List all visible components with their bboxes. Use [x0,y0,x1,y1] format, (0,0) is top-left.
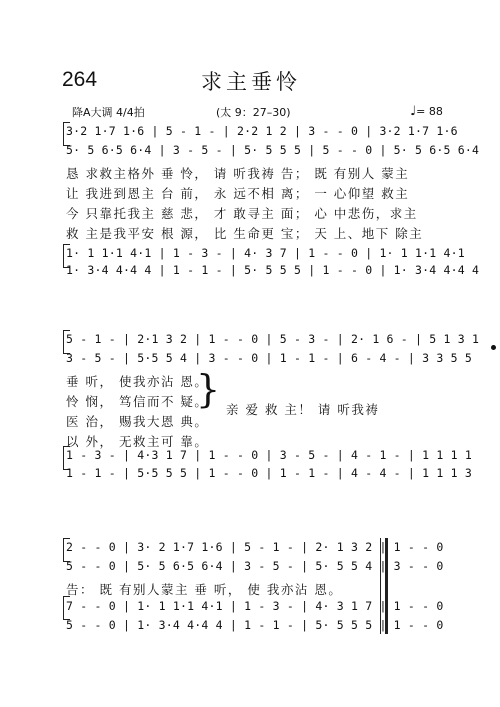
alto-line: 5 - - 0 | 5· 5 6·5 6·4 | 3 - 5 - | 5· 5 5 4 | 3 - - 0 [66,559,444,573]
bass-line: 5 - - 0 | 1· 3·4 4·4 4 | 1 - 1 - | 5· 5 5 5 | 1 - - 0 [66,618,444,632]
score-system-3 [0,538,500,638]
verse-4-lyric: 以 外， 无救主可 靠。 [66,434,209,449]
verse-3-lyric: 医 治， 赐我大恩 典。 [66,414,209,429]
score-system-2 [0,330,500,480]
tempo-marking [410,104,443,119]
soprano-line: 2 - - 0 | 3· 2 1·7 1·6 | 5 - 1 - | 2· 1 3 2 | 1 - - 0 [66,540,444,554]
verse-1-lyric: 垂 听， 使我亦沾 恩。 [66,374,209,389]
margin-dot [491,345,496,350]
tenor-line: 1· 1 1·1 4·1 | 1 - 3 - | 4· 3 7 | 1 - - 0 | 1· 1 1·1 4·1 [66,246,465,260]
alto-line: 5· 5 6·5 6·4 | 3 - 5 - | 5· 5 5 5 | 5 - - 0 | 5· 5 6·5 6·4 [66,143,480,157]
tenor-line: 7 - - 0 | 1· 1 1·1 4·1 | 1 - 3 - | 4· 3 1 7 | 1 - - 0 [66,599,444,613]
page-number: 264 [62,68,98,91]
final-barline [380,538,388,634]
verse-brace: } [196,367,221,411]
tenor-line: 1 - 3 - | 4·3 1 7 | 1 - - 0 | 3 - 5 - | 4 - 1 - | 1 1 1 1 [66,448,473,462]
alto-line: 3 - 5 - | 5·5 5 4 | 3 - - 0 | 1 - 1 - | 6 - 4 - | 3 3 5 5 [66,351,473,365]
soprano-line: 3·2 1·7 1·6 | 5 - 1 - | 2·2 1 2 | 3 - - 0 | 3·2 1·7 1·6 [66,124,458,138]
score-system-1 [0,122,500,277]
verse-2-lyric: 让 我进到恩主 台 前， 永 远不相 离； 一 心仰望 救主 [66,186,410,201]
bass-line: 1 - 1 - | 5·5 5 5 | 1 - - 0 | 1 - 1 - | 4 - 4 - | 1 1 1 3 [66,466,473,480]
key-signature: 降A大调 4/4拍 [72,106,145,119]
quarter-note-icon: ♩ [410,104,417,119]
scripture-reference: (太 9：27–30) [216,106,291,119]
verse-3-lyric: 今 只靠托我主 慈 悲， 才 敢寻主 面； 心 中悲伤，求主 [66,206,418,221]
refrain-lyric: 亲 爱 救 主！ 请 听我祷 [226,402,380,417]
hymn-title: 求主垂怜 [201,70,301,94]
tempo-value: = 88 [416,105,443,118]
lyric-line: 告： 既 有别人蒙主 垂 听， 使 我亦沾 恩。 [66,582,343,597]
verse-4-lyric: 救 主是我平安 根 源， 比 生命更 宝； 天 上、地下 除主 [66,226,424,241]
bass-line: 1· 3·4 4·4 4 | 1 - 1 - | 5· 5 5 5 | 1 - - 0 | 1· 3·4 4·4 4 [66,263,480,277]
verse-1-lyric: 恳 求救主格外 垂 怜， 请 听我祷 告； 既 有别人 蒙主 [66,166,410,181]
soprano-line: 5 - 1 - | 2·1 3 2 | 1 - - 0 | 5 - 3 - | 2· 1 6 - | 5 1 3 1 [66,332,480,346]
verse-2-lyric: 怜 悯， 笃信而不 疑。 [66,394,209,409]
